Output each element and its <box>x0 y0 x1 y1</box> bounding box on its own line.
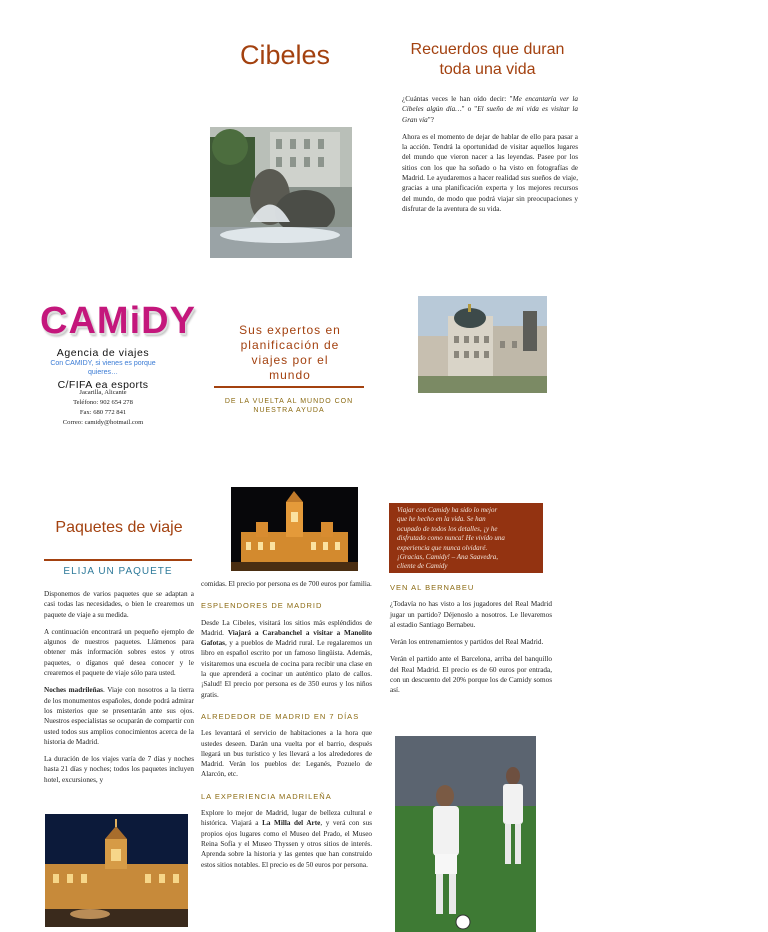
quote-line2: que he hecho en la vida. Se han <box>397 515 486 524</box>
experts-line4: mundo <box>269 368 311 382</box>
alrededor-paragraph: Les levantará el servicio de habitaciones a la hora que ustedes deseen. Darán una vuelta por el barrio, después llegará un bus turístico y les llevará a los alrededores de Madrid. Verán los pueblos de: Leganés, Pozuelo de Alarcón, etc. <box>201 729 372 779</box>
alrededor-heading: ALREDEDOR DE MADRID EN 7 DÍAS <box>201 711 360 721</box>
quote-line4: disfrutado como nunca! He vivido una <box>397 534 505 543</box>
experts-line2: planificación de <box>240 338 340 352</box>
experts-sub-line2: NUESTRA AYUDA <box>253 407 325 414</box>
company-city: Jacarilla, Alicante <box>79 389 127 396</box>
bernabeu-p1: ¿Todavía no has visto a los jugadores del Real Madrid jugar un partido? Déjenoslo a nosotros. Le llevaremos al estadio Santiago Bernabeu. <box>390 600 552 629</box>
company-email[interactable]: Correo: camidy@hotmail.com <box>62 419 144 426</box>
esplendores-text-a: Desde La Cibeles, visitará los sitios más espléndidos de Madrid. <box>201 618 372 637</box>
packages-p4: La duración de los viajes varía de 7 días y noches hasta 21 días y noches; todos los paquetes incluyen hotel, excursiones, y <box>44 755 194 784</box>
bernabeu-heading: VEN AL BERNABEU <box>390 583 475 592</box>
memories-title-line1: Recuerdos que duran <box>410 41 565 58</box>
company-address: C/FIFA ea esports <box>57 379 149 391</box>
memories-title-line2: toda una vida <box>439 61 536 78</box>
packages-p1: Disponemos de varios paquetes que se adaptan a casi todas las necesidades, o bien le crearemos un paquete de viaje a su medida. <box>44 590 194 619</box>
quote-line6: ¡Gracias, Camidy! – Ana Saavedra, <box>397 553 498 562</box>
packages-p2: A continuación encontrará un pequeño ejemplo de algunos de nuestros paquetes. Llámenos para obtener más información sobres estos y otros paquetes, o díganos qué desea conocer y le crearemos el paquete de viaje sólo para usted. <box>44 627 194 678</box>
bernabeu-text <box>390 583 552 703</box>
packages-subtitle: ELIJA UN PAQUETE <box>63 566 173 577</box>
packages-text <box>44 589 194 792</box>
intro-quote-1: Me encantaría ver la Cibeles algún día… <box>402 95 578 114</box>
packages-divider <box>44 559 192 561</box>
intro-text-c: "? <box>427 115 434 124</box>
milla-arte-bold: La Milla del Arte <box>262 819 321 828</box>
camidy-logo-text: CAMiDY <box>40 300 196 342</box>
experts-line3: viajes por el <box>251 353 329 367</box>
company-name: Agencia de viajes <box>56 347 150 359</box>
company-info <box>28 347 178 391</box>
experts-sub-line1: DE LA VUELTA AL MUNDO CON <box>224 398 354 405</box>
esplendores-text-b: , y a pueblos de Madrid rural. Le regalaremos un libro en español escrito por un famoso lingüista. Además, visitaremos una escuela de cocina para recibir una clase en la que aprenderá a cocinar un auténtico plato de callos. ¡Salud! El precio por persona es de 350 euros y los niños gratis. <box>201 639 372 699</box>
memories-paragraph: Ahora es el momento de dejar de hablar de ello para pasar a la acción. Tendrá la oportunidad de visitar aquellos lugares del mundo que vieron nacer a las leyendas. Pasee por los sitios con los que ha soñado o ha visto en fotografías de Madrid. Le ayudaremos a hacer realidad sus sueños de viaje, gracias a una planificación experta y los mejores recursos del mundo, de modo que podrá viajar sin preocupaciones y disfrutar de la aventura de su vida. <box>402 132 578 213</box>
bernabeu-p3: Verán el partido ante el Barcelona, arriba del banquillo del Real Madrid. El precio es de 60 euros por entrada, con un descuento del 20% porque los de Camidy somos así. <box>390 655 552 695</box>
memories-text <box>402 94 578 221</box>
middle-text <box>201 579 372 877</box>
cover-title: Cibeles <box>239 40 331 70</box>
experiencia-text-b: , y verá con sus propios ojos lugares como el Museo del Prado, el Museo Reina Sofía y el Museo Thyssen y otros sitios de interés. Aprenda sobre la historia y las gentes que han construido estos sitios notables. El precio es de 50 euros por persona. <box>201 819 372 869</box>
intro-text-a: ¿Cuántas veces le han oído decir: " <box>402 95 513 103</box>
experiencia-paragraph <box>201 808 372 870</box>
football-player-photo <box>395 736 536 932</box>
packages-title: Paquetes de viaje <box>55 519 183 536</box>
experts-divider <box>214 386 364 388</box>
experts-line1: Sus expertos en <box>239 323 341 337</box>
intro-text-b: " o " <box>461 105 478 114</box>
esplendores-paragraph <box>201 618 372 700</box>
bernabeu-p2: Verán los entrenamientos y partidos del Real Madrid. <box>390 638 544 647</box>
correos-night-photo <box>45 814 188 927</box>
intro-quote-2: El sueño de mi vida es visitar la Gran vía <box>402 105 578 124</box>
experts-subtitle <box>214 397 364 415</box>
cibeles-fountain-photo <box>210 127 352 258</box>
company-fax: Fax: 680 772 841 <box>79 409 127 416</box>
carabanchel-bold: Viajará a Carabanchel a visitar a Manolito Gafotas <box>201 628 372 648</box>
packages-p3 <box>44 685 194 747</box>
company-contact <box>28 388 178 428</box>
camidy-logo <box>38 298 198 344</box>
testimonial-box <box>389 503 543 573</box>
quote-line1: Viajar con Camidy ha sido lo mejor <box>397 506 498 514</box>
company-phone: Teléfono: 902 654 278 <box>73 399 133 406</box>
memories-title <box>395 40 580 80</box>
experiencia-text-a: Explore lo mejor de Madrid, lugar de belleza cultural e histórica. Viajará a <box>201 809 372 828</box>
metropolis-building-photo <box>418 296 547 393</box>
quote-line7: cliente de Camidy <box>397 562 448 571</box>
cibeles-palace-night-photo <box>231 487 358 571</box>
experts-title <box>220 323 360 383</box>
company-slogan-1: Con CAMIDY, si vienes es porque <box>50 360 156 367</box>
noches-label: Noches madrileñas <box>44 686 103 695</box>
company-slogan-2: quieres… <box>88 369 118 376</box>
quote-line3: ocupado de todos los detalles, ¡y he <box>397 524 498 533</box>
experiencia-heading: LA EXPERIENCIA MADRILEÑA <box>201 791 332 801</box>
memories-intro <box>402 94 578 125</box>
packages-p3-text: . Viaje con nosotros a la tierra de los monumentos españoles, donde podrá admirar los misterios que se presentarán ante sus ojos. Nuestros especialistas se ocuparán de compartir con usted todos sus amplios conocimientos acerca de la historia de Madrid. <box>44 686 194 746</box>
esplendores-heading: ESPLENDORES DE MADRID <box>201 601 323 611</box>
middle-cont: comidas. El precio por persona es de 700 euros por familia. <box>201 580 372 588</box>
quote-line5: experiencia que nunca olvidaré. <box>397 543 488 552</box>
